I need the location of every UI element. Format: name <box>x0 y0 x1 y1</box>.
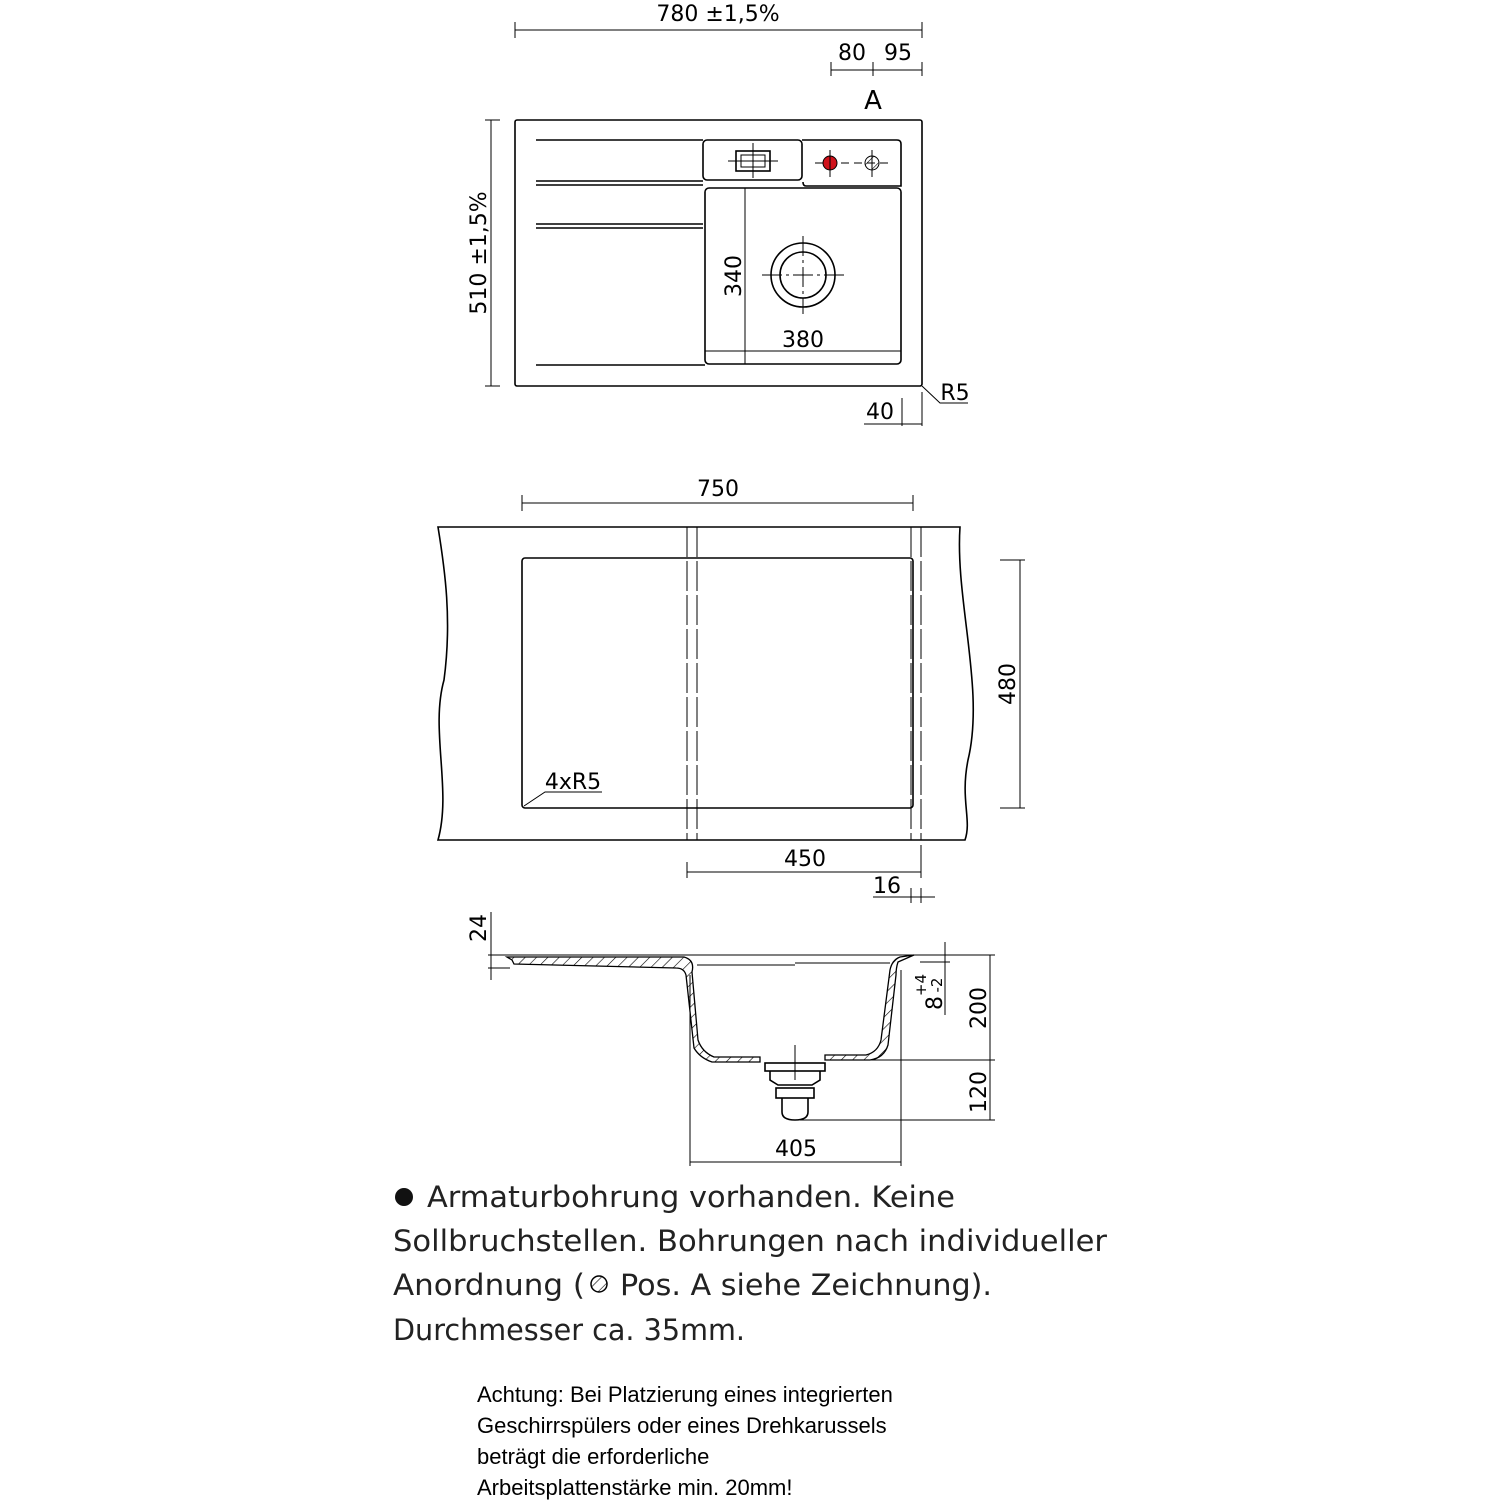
worktop-outline <box>438 527 973 840</box>
sink-outline <box>515 120 922 386</box>
dim-edge: 40 <box>866 400 894 425</box>
dim-bowl-depth: 340 <box>722 255 747 297</box>
warning-line-2: Geschirrspülers oder eines Drehkarussels <box>477 1413 887 1438</box>
warning <box>477 1382 893 1500</box>
drainer-section <box>507 957 760 1062</box>
note-line-4: Durchmesser ca. 35mm. <box>393 1313 745 1347</box>
tolerance-base: 8 <box>923 996 948 1010</box>
top-view <box>467 2 970 426</box>
dim-drain: 120 <box>967 1071 992 1113</box>
cutout-view <box>438 477 1025 903</box>
dim-cutout-depth: 480 <box>996 663 1021 705</box>
dim-bowl-width: 380 <box>782 328 824 353</box>
tolerance-plus: +4 <box>912 973 930 997</box>
bullet-icon <box>395 1188 413 1206</box>
dim-wall: 16 <box>873 874 901 899</box>
dim-corner-radius: R5 <box>940 381 970 406</box>
dim-tap-offset-2: 95 <box>884 41 912 66</box>
notes <box>393 1180 1107 1347</box>
warning-line-4: Arbeitsplattenstärke min. 20mm! <box>477 1475 793 1500</box>
note-line-3b: Pos. A siehe Zeichnung). <box>620 1268 992 1302</box>
dim-bowl-depth-section: 200 <box>967 987 992 1029</box>
dim-cabinet: 450 <box>784 847 826 872</box>
dim-tap-offset-1: 80 <box>838 41 866 66</box>
section-view <box>467 912 995 1166</box>
dim-depth: 510 ±1,5% <box>467 191 492 315</box>
warning-line-3: beträgt die erforderliche <box>477 1444 710 1469</box>
dim-cutout-width: 750 <box>697 477 739 502</box>
dim-corner: 4xR5 <box>544 770 602 795</box>
position-label: A <box>864 86 882 116</box>
warning-line-1: Achtung: Bei Platzierung eines integrierten <box>477 1382 893 1407</box>
note-line-1: Armaturbohrung vorhanden. Keine <box>427 1180 955 1214</box>
optional-tap-hole-icon <box>591 1276 607 1292</box>
dim-bowl-width-section: 405 <box>775 1137 817 1162</box>
tolerance-minus: -2 <box>928 977 946 993</box>
note-line-3a: Anordnung ( <box>393 1268 585 1302</box>
dim-width: 780 ±1,5% <box>656 2 780 27</box>
dim-rim: 24 <box>467 914 492 942</box>
note-line-2: Sollbruchstellen. Bohrungen nach individueller <box>393 1224 1108 1258</box>
